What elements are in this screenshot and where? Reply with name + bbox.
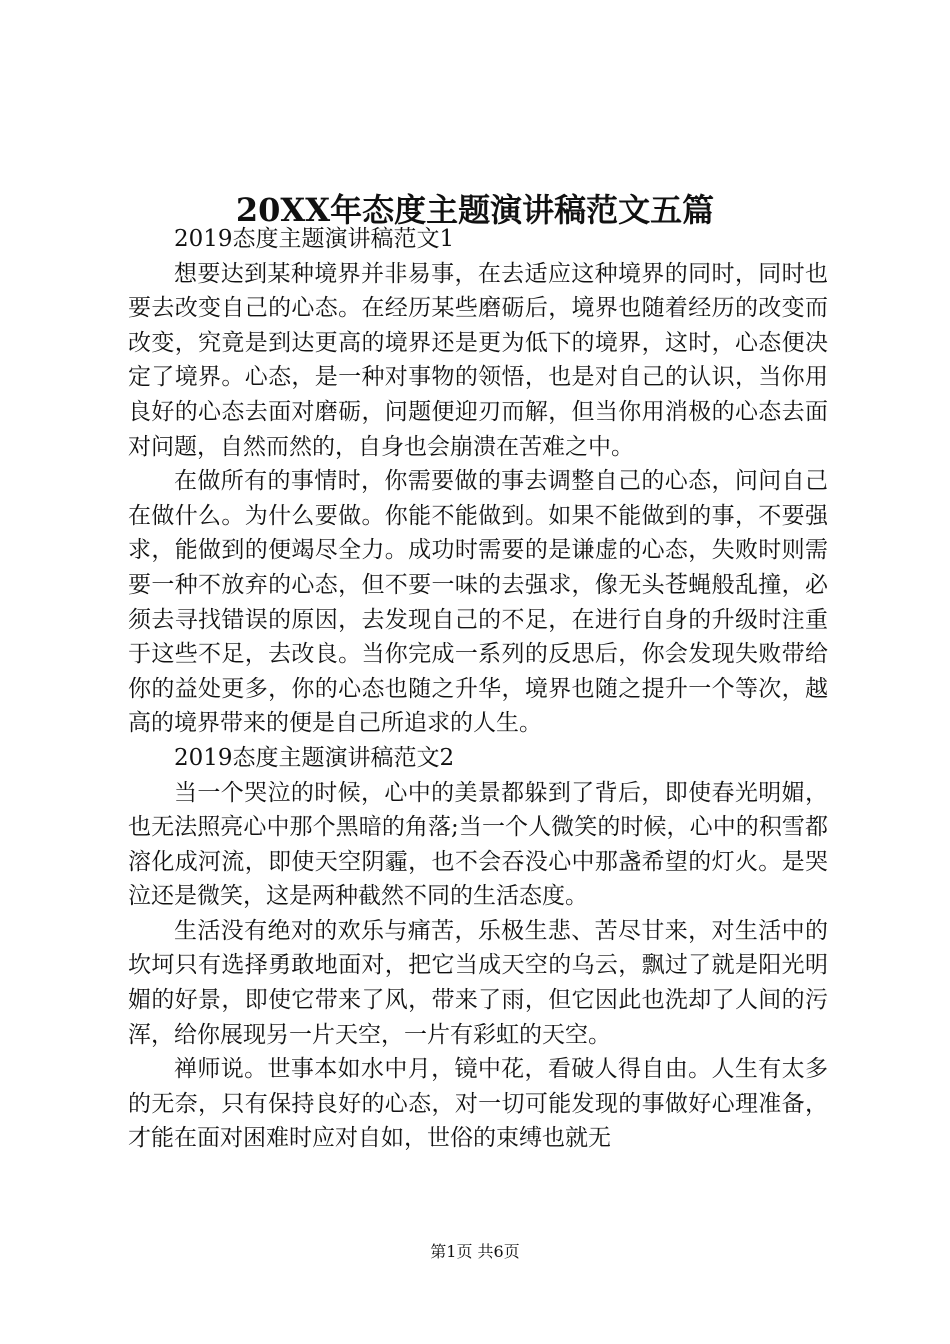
paragraph: 想要达到某种境界并非易事，在去适应这种境界的同时，同时也要去改变自己的心态。在经历某些磨砺后，境界也随着经历的改变而改变，究竟是到达更高的境界还是更为低下的境界，这时，心态便决定了境界。心态，是一种对事物的领悟，也是对自己的认识，当你用良好的心态去面对磨砺，问题便迎刃而解，但当你用消极的心态去面对问题，自然而然的，自身也会崩溃在苦难之中。	[128, 260, 828, 460]
paragraph: 当一个哭泣的时候，心中的美景都躲到了背后，即使春光明媚，也无法照亮心中那个黑暗的角落;当一个人微笑的时候，心中的积雪都溶化成河流，即使天空阴霾，也不会吞没心中那盏希望的灯火。是哭泣还是微笑，这是两种截然不同的生活态度。	[128, 779, 828, 910]
section-heading-1: 2019态度主题演讲稿范文1	[174, 226, 455, 252]
document-title: 20XX年态度主题演讲稿范文五篇	[235, 191, 715, 229]
paragraph: 在做所有的事情时，你需要做的事去调整自己的心态，问问自己在做什么。为什么要做。你能不能做到。如果不能做到的事，不要强求，能做到的便竭尽全力。成功时需要的是谦虚的心态，失败时则需要一种不放弃的心态，但不要一味的去强求，像无头苍蝇般乱撞，必须去寻找错误的原因，去发现自己的不足，在进行自身的升级时注重于这些不足，去改良。当你完成一系列的反思后，你会发现失败带给你的益处更多，你的心态也随之升华，境界也随之提升一个等次，越高的境界带来的便是自己所追求的人生。	[128, 468, 828, 737]
page-footer: 第1页 共6页	[430, 1242, 520, 1261]
document-body	[128, 222, 828, 1156]
paragraph: 生活没有绝对的欢乐与痛苦，乐极生悲、苦尽甘来，对生活中的坎坷只有选择勇敢地面对，把它当成天空的乌云，飘过了就是阳光明媚的好景，即使它带来了风，带来了雨，但它因此也洗却了人间的污浑，给你展现另一片天空，一片有彩虹的天空。	[128, 917, 828, 1048]
paragraph: 禅师说。世事本如水中月，镜中花，看破人得自由。人生有太多的无奈，只有保持良好的心态，对一切可能发现的事做好心理准备，才能在面对困难时应对自如，世俗的束缚也就无	[128, 1056, 828, 1152]
section-heading-2: 2019态度主题演讲稿范文2	[174, 744, 455, 771]
